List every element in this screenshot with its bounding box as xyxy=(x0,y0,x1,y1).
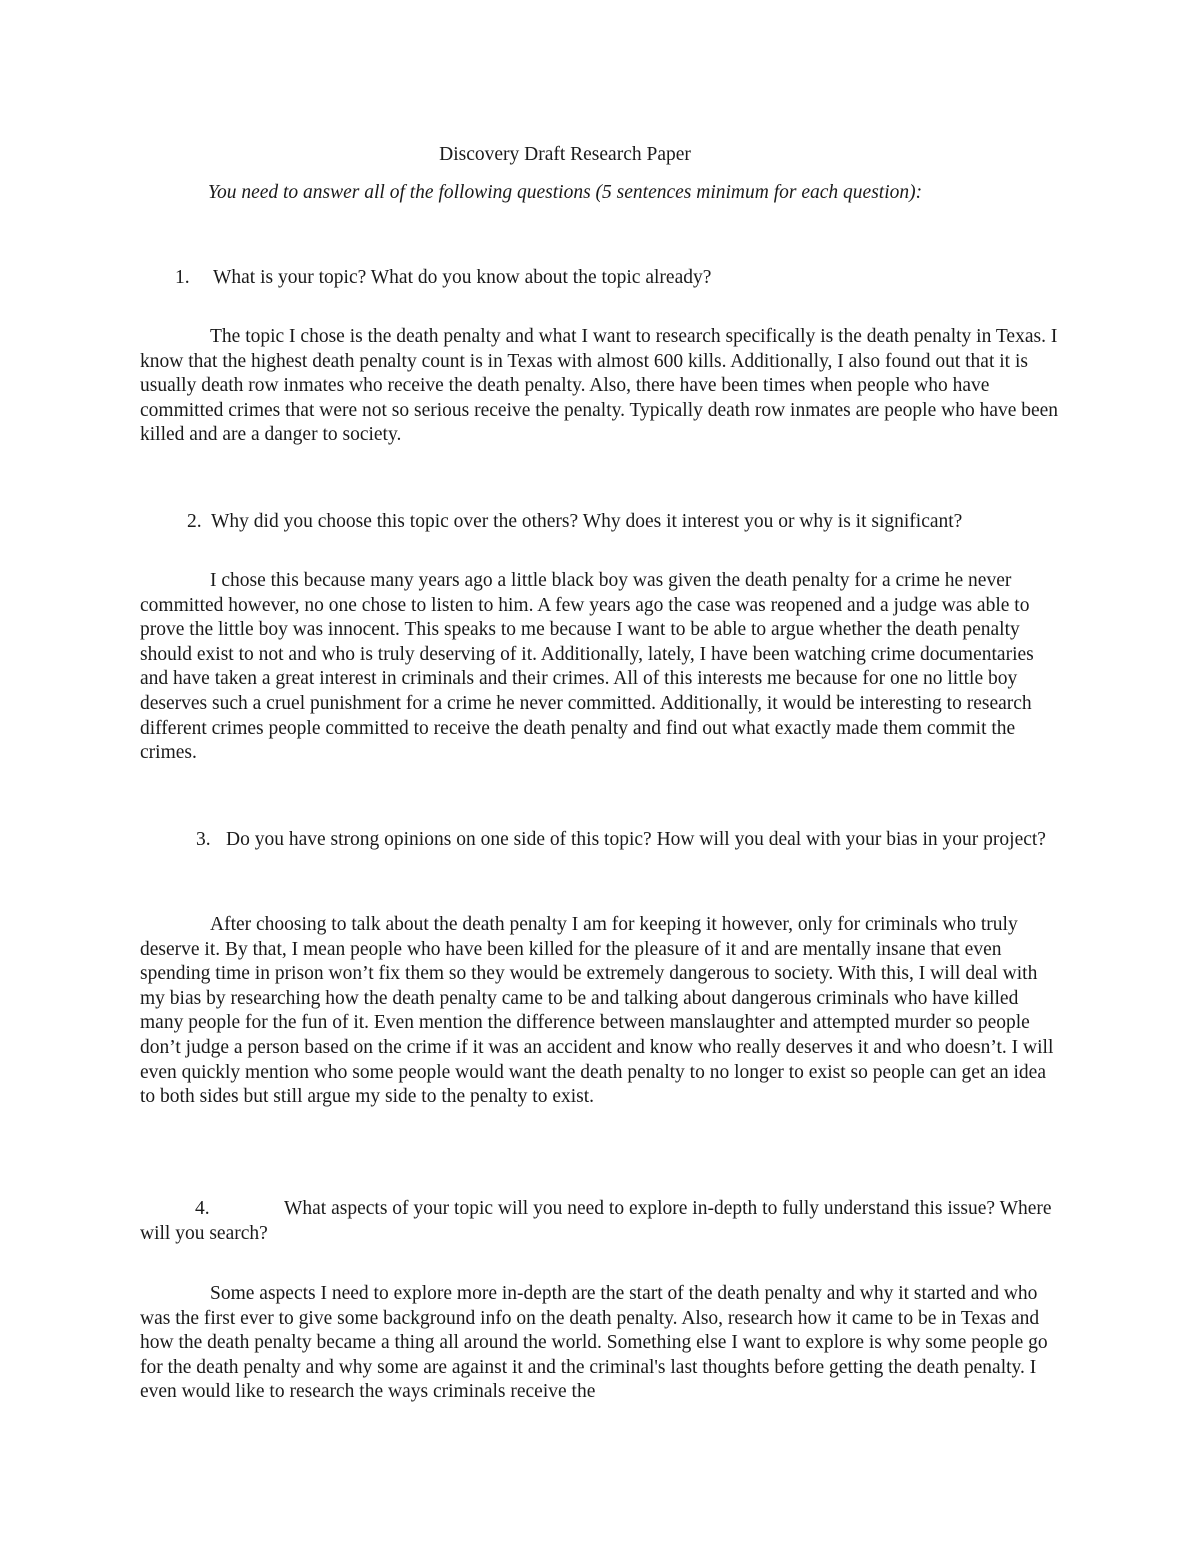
document-title: Discovery Draft Research Paper xyxy=(439,144,691,165)
question-text: What is your topic? What do you know about the topic already? xyxy=(213,267,712,288)
question-text: Do you have strong opinions on one side of this topic? How will you deal with your bias in your project? xyxy=(226,829,1046,850)
answer-4: Some aspects I need to explore more in-depth are the start of the death penalty and why it started and who was the first ever to give some background info on the death penalty. Also, research how it came to be in Texas and how the death penalty became a thing all around the world. Something else I want to explore is why some people go for the death penalty and why some are against it and the criminal's last thoughts before getting the death penalty. I even would like to research the ways criminals receive the xyxy=(140,1283,1048,1403)
question-text: What aspects of your topic will you need to explore in-depth to fully understand this issue? Where will you search? xyxy=(140,1198,1052,1244)
question-1 xyxy=(140,266,1065,291)
instructions-text: You need to answer all of the following questions (5 sentences minimum for each question): xyxy=(207,182,923,203)
question-number: 4. xyxy=(195,1198,210,1219)
question-number: 3. xyxy=(196,829,211,850)
question-number: 1. xyxy=(175,267,190,288)
answer-2: I chose this because many years ago a little black boy was given the death penalty for a crime he never committed however, no one chose to listen to him. A few years ago the case was reopened and a judge was able to prove the little boy was innocent. This speaks to me because I want to be able to argue whether the death penalty should exist to not and who is truly deserving of it. Additionally, lately, I have been watching crime documentaries and have taken a great interest in criminals and their crimes. All of this interests me because for one no little boy deserves such a cruel punishment for a crime he never committed. Additionally, it would be interesting to research different crimes people committed to receive the death penalty and find out what exactly made them commit the crimes. xyxy=(140,570,1034,764)
question-text: Why did you choose this topic over the others? Why does it interest you or why is it significant? xyxy=(211,511,963,532)
answer-1: The topic I chose is the death penalty and what I want to research specifically is the death penalty in Texas. I know that the highest death penalty count is in Texas with almost 600 kills. Additionally, I also found out that it is usually death row inmates who receive the death penalty. Also, there have been times when people who have committed crimes that were not so serious receive the penalty. Typically death row inmates are people who have been killed and are a danger to society. xyxy=(140,326,1059,446)
question-2 xyxy=(140,510,1065,535)
question-3 xyxy=(140,828,1065,853)
question-4 xyxy=(140,1197,1065,1246)
question-number: 2. xyxy=(187,511,202,532)
answer-3: After choosing to talk about the death penalty I am for keeping it however, only for criminals who truly deserve it. By that, I mean people who have been killed for the pleasure of it and are mentally insane that even spending time in prison won’t fix them so they would be extremely dangerous to society. With this, I will deal with my bias by researching how the death penalty came to be and talking about dangerous criminals who have killed many people for the fun of it. Even mention the difference between manslaughter and attempted murder so people don’t judge a person based on the crime if it was an accident and know who really deserves it and who doesn’t. I will even quickly mention who some people would want the death penalty to no longer to exist so people can get an idea to both sides but still argue my side to the penalty to exist. xyxy=(140,914,1054,1108)
